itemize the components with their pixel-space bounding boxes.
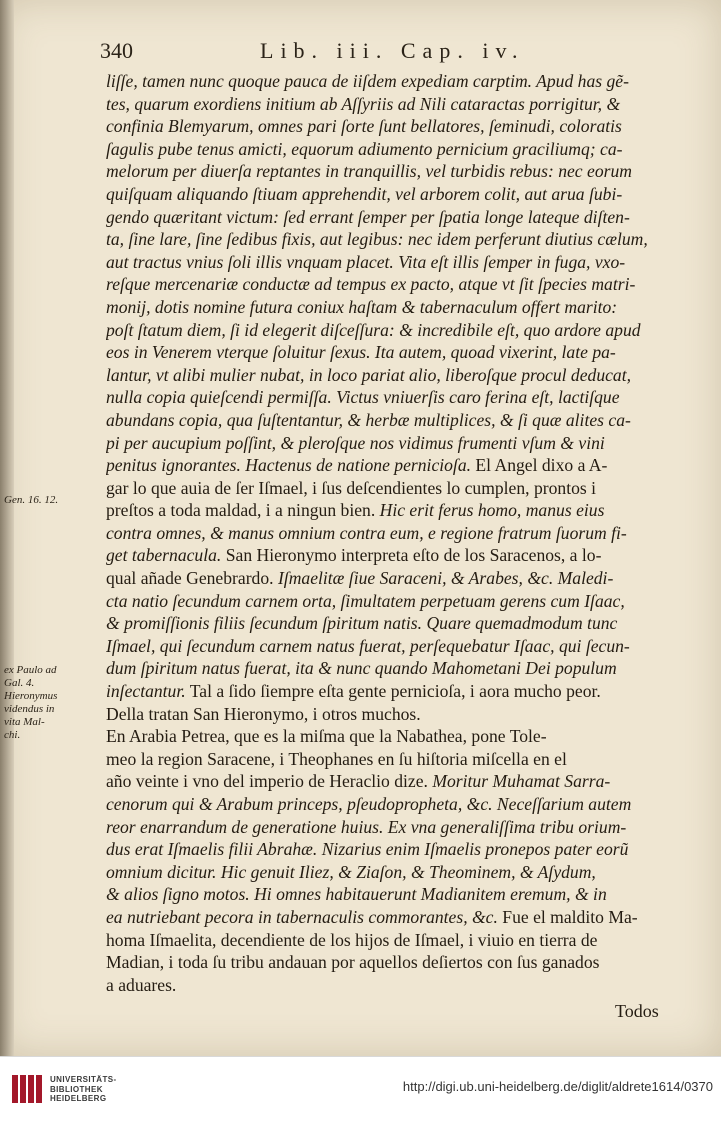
roman-segment: Madian, i toda ſu tribu andauan por aquellos deſiertos con ſus ganados bbox=[106, 952, 600, 973]
margin-note-gen: Gen. 16. 12. bbox=[4, 494, 59, 506]
page-header bbox=[100, 38, 680, 68]
text-line bbox=[106, 138, 680, 161]
library-name bbox=[50, 1075, 117, 1104]
margin-note-chi: chi. bbox=[4, 729, 21, 741]
roman-segment: El Angel dixo a A- bbox=[471, 455, 608, 476]
italic-segment: gendo quæritant victum: ſed errant ſemper per ſpatia longe lateque diſten- bbox=[106, 206, 630, 227]
footer-bar bbox=[0, 1056, 721, 1123]
text-line bbox=[106, 93, 680, 116]
text-line bbox=[106, 70, 680, 93]
text-line bbox=[106, 680, 680, 703]
roman-segment: meo la region Saracene, i Theophanes en ſu hiſtoria miſcella en el bbox=[106, 748, 567, 769]
source-url-link[interactable]: http://digi.ub.uni-heidelberg.de/diglit/aldrete1614/0370 bbox=[402, 1079, 713, 1094]
italic-segment: lantur, vt alibi mulier nubat, in loco pariat alio, liberoſque procul deducat, bbox=[106, 364, 632, 385]
text-line bbox=[106, 319, 680, 342]
italic-segment: inſectantur. bbox=[106, 681, 186, 702]
text-line bbox=[106, 929, 680, 952]
text-line bbox=[106, 974, 680, 997]
text-line bbox=[106, 567, 680, 590]
text-line bbox=[106, 273, 680, 296]
text-line bbox=[106, 409, 680, 432]
page-number: 340 bbox=[100, 38, 133, 63]
margin-note-paulo: ex Paulo ad bbox=[4, 664, 57, 676]
roman-segment: Della tratan San Hieronymo, i otros muchos. bbox=[106, 703, 421, 724]
text-line bbox=[106, 635, 680, 658]
text-line bbox=[106, 522, 680, 545]
italic-segment: liſſe, tamen nunc quoque pauca de iiſdem expediam carptim. Apud has gẽ- bbox=[106, 71, 629, 91]
margin-note-hieronymus: Hieronymus bbox=[4, 690, 58, 702]
italic-segment: cenorum qui & Arabum princeps, pſeudopropheta, &c. Neceſſarium autem bbox=[106, 794, 632, 814]
roman-segment: a aduares. bbox=[106, 974, 177, 995]
italic-segment: melorum per diuerſa reptantes in tranquillis, vel turbidis rebus: nec eorum bbox=[106, 161, 632, 182]
italic-segment: tes, quarum exordiens initium ab Aſſyriis ad Nili cataractas porrigitur, & bbox=[106, 93, 621, 114]
italic-segment: & promiſſionis filiis ſecundum ſpiritum natis. Quare quemadmodum tunc bbox=[106, 613, 618, 634]
text-line bbox=[106, 590, 680, 613]
text-line bbox=[106, 115, 680, 138]
italic-segment: Iſmaelitæ ſiue Saraceni, & Arabes, &c. Maledi- bbox=[273, 568, 614, 589]
text-line bbox=[106, 341, 680, 364]
margin-note-galatians: Gal. 4. bbox=[4, 677, 35, 689]
library-name-line3: HEIDELBERG bbox=[50, 1094, 107, 1103]
text-line bbox=[106, 228, 680, 251]
roman-segment: qual añade Genebrardo. bbox=[106, 568, 274, 589]
italic-segment: ta, ſine lare, ſine ſedibus fixis, aut legibus: nec idem perferunt diutius cælum, bbox=[106, 229, 648, 250]
catchword: Todos bbox=[615, 1001, 659, 1021]
italic-segment: Moritur Muhamat Sarra- bbox=[427, 771, 611, 792]
text-line bbox=[106, 544, 680, 567]
margin-note-videndus: videndus in bbox=[4, 703, 55, 715]
text-line bbox=[106, 838, 680, 861]
italic-segment: abundans copia, qua ſuſtentantur, & herbæ multiplices, & ſi quæ alites ca- bbox=[106, 409, 631, 430]
text-line bbox=[106, 454, 680, 477]
italic-segment: reor enarrandum de generatione huius. Ex vna generaliſſima tribu orium- bbox=[106, 816, 627, 837]
italic-segment: dum ſpiritum natus fuerat, ita & nunc quando Mahometani Dei populum bbox=[106, 658, 617, 679]
roman-segment: Tal a ſido ſiempre eſta gente pernicioſa, i aora mucho peor. bbox=[185, 681, 601, 702]
italic-segment: Hic erit ferus homo, manus eius bbox=[375, 500, 605, 521]
text-line bbox=[106, 206, 680, 229]
library-logo-icon bbox=[10, 1071, 44, 1107]
library-name-line1: UNIVERSITÄTS- bbox=[50, 1075, 117, 1084]
italic-segment: ſagulis pube tenus amicti, equorum adiumento pernicium graciliumq; ca- bbox=[106, 138, 623, 159]
roman-segment: gar lo que auia de ſer Iſmael, i ſus deſcendientes lo cumplen, prontos i bbox=[106, 477, 597, 498]
italic-segment: monij, dotis nomine futura coniux haſtam & tabernaculum offert marito: bbox=[106, 296, 618, 317]
text-line bbox=[106, 657, 680, 680]
text-line bbox=[106, 477, 680, 500]
text-line bbox=[106, 748, 680, 771]
text-line bbox=[106, 770, 680, 793]
text-line bbox=[106, 793, 680, 816]
text-line bbox=[106, 612, 680, 635]
italic-segment: poſt ſtatum diem, ſi id elegerit diſceſſura: & incredibile eſt, quo ardore apud bbox=[106, 319, 641, 340]
roman-segment: homa Iſmaelita, decendiente de los hijos de Iſmael, i viuio en tierra de bbox=[106, 929, 598, 950]
text-line bbox=[106, 703, 680, 726]
text-line bbox=[106, 251, 680, 274]
text-line bbox=[106, 364, 680, 387]
body-text bbox=[106, 70, 680, 996]
italic-segment: confinia Blemyarum, omnes pari ſorte ſunt bellatores, ſeminudi, coloratis bbox=[106, 116, 622, 137]
italic-segment: get tabernacula. bbox=[106, 545, 222, 566]
italic-segment: nulla copia quieſcendi permiſſa. Victus vniuerſis caro ferina eſt, lactiſque bbox=[106, 387, 620, 408]
text-line bbox=[106, 906, 680, 929]
text-line bbox=[106, 386, 680, 409]
italic-segment: contra omnes, & manus omnium contra eum, e regione fratrum ſuorum fi- bbox=[106, 522, 627, 543]
library-name-line2: BIBLIOTHEK bbox=[50, 1084, 103, 1094]
text-line bbox=[106, 725, 680, 748]
text-line bbox=[106, 296, 680, 319]
text-line bbox=[106, 883, 680, 906]
italic-segment: penitus ignorantes. Hactenus de natione pernicioſa. bbox=[106, 455, 472, 476]
text-line bbox=[106, 861, 680, 884]
italic-segment: quiſquam aliquando ſtiuam apprehendit, vel arborem colit, aut arua ſubi- bbox=[106, 183, 623, 204]
roman-segment: preſtos a toda maldad, i a ningun bien. bbox=[106, 500, 376, 521]
italic-segment: Iſmael, qui ſecundum carnem natus fuerat, perſequebatur Iſaac, qui ſecun- bbox=[106, 635, 630, 656]
italic-segment: reſque mercenariæ conductæ ad tempus ex pacto, atque vt ſit ſpecies matri- bbox=[106, 274, 636, 295]
italic-segment: ea nutriebant pecora in tabernaculis commorantes, &c. bbox=[106, 906, 498, 927]
roman-segment: En Arabia Petrea, que es la miſma que la Nabathea, pone Tole- bbox=[106, 726, 547, 747]
italic-segment: aut tractus vnius ſoli illis vnquam placet. Vita eſt illis ſemper in fuga, vxo- bbox=[106, 251, 626, 272]
text-line bbox=[106, 499, 680, 522]
text-line bbox=[106, 432, 680, 455]
running-head: Lib. iii. Cap. iv. bbox=[260, 38, 525, 63]
italic-segment: eos in Venerem vterque ſoluitur ſexus. Ita autem, quoad vixerint, late pa- bbox=[106, 342, 616, 363]
binding-gutter bbox=[0, 0, 14, 1056]
roman-segment: San Hieronymo interpreta eſto de los Saracenos, a lo- bbox=[221, 545, 602, 566]
text-line bbox=[106, 951, 680, 974]
italic-segment: omnium dicitur. Hic genuit Iliez, & Ziaſon, & Theominem, & Aſydum, bbox=[106, 861, 596, 882]
text-line bbox=[106, 160, 680, 183]
italic-segment: & alios ſigno motos. Hi omnes habitauerunt Madianitem eremum, & in bbox=[106, 884, 607, 905]
text-line bbox=[106, 816, 680, 839]
italic-segment: cta natio ſecundum carnem orta, ſimultatem perpetuam gerens cum Iſaac, bbox=[106, 590, 625, 611]
text-line bbox=[106, 183, 680, 206]
roman-segment: año veinte i vno del imperio de Heraclio dize. bbox=[106, 771, 428, 792]
italic-segment: dus erat Iſmaelis filii Abrahæ. Nizarius enim Iſmaelis pronepos pater eorũ bbox=[106, 839, 629, 860]
italic-segment: pi per aucupium poſſint, & pleroſque nos vidimus frumenti vſum & vini bbox=[106, 432, 605, 453]
margin-note-vita: vita Mal- bbox=[4, 716, 45, 728]
roman-segment: Fue el maldito Ma- bbox=[497, 906, 638, 927]
